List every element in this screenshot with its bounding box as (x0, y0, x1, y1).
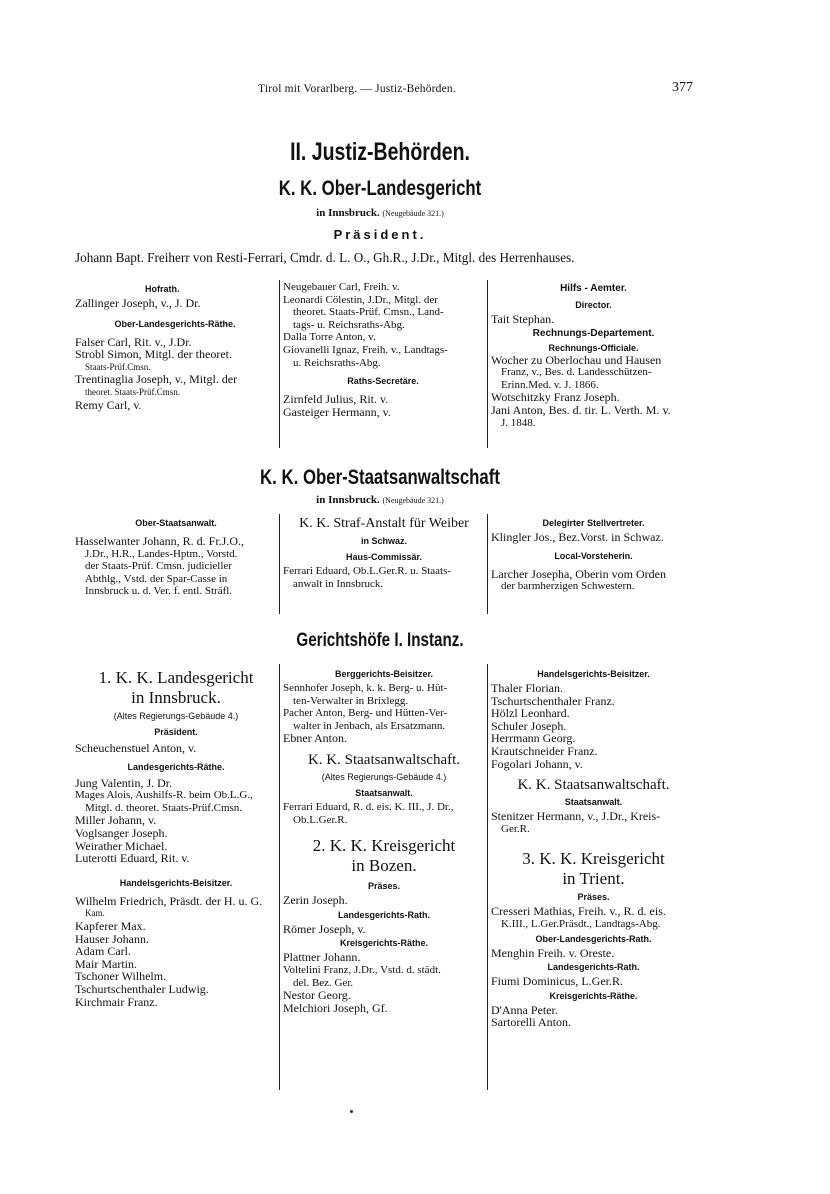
staatsanwaltschaft-title: K. K. Staatsanwaltschaft. (307, 751, 461, 768)
berggerichts-label: Berggerichts-Beisitzer. (334, 669, 434, 679)
court-1-title: 1. K. K. Landesgericht (98, 668, 254, 687)
list-item: Sartorelli Anton. (491, 1015, 571, 1030)
court-2-kr-label: Kreisgerichts-Räthe. (339, 938, 429, 949)
list-item: Herrmann Georg. (491, 731, 576, 746)
osta-title: K. K. Ober-Staatsanwaltschaft (260, 466, 500, 489)
list-item: Dalla Torre Anton, v. (283, 331, 376, 344)
list-item: Thaler Florian. (491, 681, 563, 695)
list-item: Gasteiger Hermann, v. (283, 404, 391, 419)
list-item: Hasselwanter Johann, R. d. Fr.J.O., (75, 534, 244, 548)
osta-right-column (491, 515, 696, 593)
hofrath-label: Hofrath. (145, 284, 180, 294)
list-item: Tschurtschenthaler Franz. (491, 693, 615, 708)
list-item: J. 1848. (501, 416, 536, 429)
list-item: Innsbruck u. d. Ver. f. entl. Sträfl. (85, 585, 233, 598)
list-item: Weirather Michael. (75, 838, 168, 853)
list-item: Staats-Prüf.Cmsn. (85, 361, 151, 372)
list-item: Abthlg., Vstd. der Spar-Casse in (85, 572, 228, 585)
list-item: Tait Stephan. (491, 312, 555, 326)
courts-middle-column (283, 666, 485, 1014)
courts-right-column (491, 666, 696, 1029)
column-divider (279, 514, 280, 614)
handels-beisitzer-label: Handelsgerichts-Beisitzer. (537, 669, 650, 679)
column-divider (487, 514, 488, 614)
list-item: Strobl Simon, Mitgl. der theoret. (75, 347, 232, 362)
list-item: Zerin Joseph. (283, 893, 348, 908)
list-item: Jani Anton, Bes. d. tir. L. Verth. M. v. (491, 402, 671, 417)
list-item: theoret. Staats-Prüf.Cmsn. (85, 386, 180, 397)
list-item: Trentinaglia Joseph, v., Mitgl. der (75, 372, 238, 387)
list-item: tags- u. Reichsraths-Abg. (293, 318, 405, 331)
olg-title: K. K. Ober-Landesgericht (278, 177, 482, 200)
list-item: Miller Johann, v. (75, 813, 157, 828)
list-item: Kam. (85, 908, 105, 919)
list-item: Remy Carl, v. (75, 397, 142, 412)
list-item: Pacher Anton, Berg- und Hütten-Ver- (283, 707, 448, 720)
staatsanwalt-label: Staatsanwalt. (355, 787, 413, 798)
courts-left-column (75, 668, 277, 1008)
list-item: Scheuchenstuel Anton, v. (75, 741, 197, 755)
court-1-president-label: Präsident. (154, 727, 198, 737)
list-item: Jung Valentin, J. Dr. (75, 775, 173, 790)
court-2-title: 2. K. K. Kreisgericht (312, 836, 456, 856)
staatsanwalt-label: Staatsanwalt. (564, 797, 623, 808)
list-item: Ebner Anton. (283, 731, 347, 746)
list-item: Tschoner Wilhelm. (75, 969, 167, 984)
list-item: Nestor Georg. (283, 988, 351, 1003)
court-1-building: (Altes Regierungs-Gebäude 4.) (113, 711, 239, 721)
list-item: Mair Martin. (75, 956, 137, 971)
court-3-olgr-label: Ober-Landesgerichts-Rath. (535, 933, 652, 944)
list-item: Ferrari Eduard, R. d. eis. K. III., J. Dr., (283, 800, 454, 813)
list-item: Leonardi Cölestin, J.Dr., Mitgl. der (283, 293, 438, 306)
court-1-raethe-label: Landesgerichts-Räthe. (127, 761, 225, 772)
list-item: anwalt in Innsbruck. (293, 577, 384, 590)
hilfs-aemter-label: Hilfs - Aemter. (560, 283, 627, 294)
olg-middle-column (283, 281, 483, 418)
court-2-lgr-label: Landesgerichts-Rath. (337, 909, 431, 920)
column-divider (487, 664, 488, 1090)
olg-location: in Innsbruck. (Neugebäude 321.) (316, 207, 444, 219)
courts-title: Gerichtshöfe I. Instanz. (296, 630, 464, 651)
list-item: Menghin Freih. v. Oreste. (491, 945, 615, 960)
list-item: u. Reichsraths-Abg. (293, 356, 381, 369)
list-item: Mages Alois, Aushilfs-R. beim Ob.L.G., (75, 789, 253, 802)
list-item: Schuler Joseph. (491, 718, 567, 733)
list-item: Voltelini Franz, J.Dr., Vstd. d. städt. (283, 963, 441, 976)
list-item: Cresseri Mathias, Freih. v., R. d. eis. (491, 904, 666, 919)
list-item: Erinn.Med. v. J. 1866. (501, 378, 599, 391)
olg-left-column (75, 281, 275, 411)
court-2-location: in Bozen. (351, 856, 417, 876)
list-item: D'Anna Peter. (491, 1002, 558, 1017)
president-name: Johann Bapt. Freiherr von Resti-Ferrari, Cmdr. d. L. O., Gh.R., J.Dr., Mitgl. des Herrenhauses. (75, 250, 575, 265)
list-item: Larcher Josepha, Oberin vom Orden (491, 566, 666, 581)
president-label: Präsident. (333, 227, 427, 242)
list-item: der Staats-Prüf. Cmsn. judicieller (85, 560, 232, 573)
list-item: theoret. Staats-Prüf. Cmsn., Land- (293, 306, 444, 319)
page-number: 377 (672, 80, 693, 95)
column-divider (279, 664, 280, 1090)
staatsanwaltschaft-title: K. K. Staatsanwaltschaft. (517, 777, 670, 794)
list-item: Zallinger Joseph, v., J. Dr. (75, 296, 201, 310)
list-item: Neugebauer Carl, Freih. v. (283, 281, 400, 293)
court-3-praeses-label: Präses. (577, 892, 610, 903)
court-3-kr-label: Kreisgerichts-Räthe. (549, 990, 638, 1001)
court-1-location: in Innsbruck. (131, 688, 221, 707)
local-vorsteherin-label: Local-Vorsteherin. (554, 550, 633, 561)
list-item: Krautschneider Franz. (491, 743, 598, 758)
list-item: Melchiori Joseph, Gf. (283, 1000, 388, 1015)
list-item: Klingler Jos., Bez.Vorst. in Schwaz. (491, 530, 664, 544)
list-item: Wotschitzky Franz Joseph. (491, 390, 620, 405)
staatsanwaltschaft-building: (Altes Regierungs-Gebäude 4.) (321, 771, 447, 782)
list-item: Ger.R. (501, 822, 530, 835)
raethe-label: Ober-Landesgerichts-Räthe. (114, 318, 236, 329)
list-item: der barmherzigen Schwestern. (501, 580, 635, 593)
delegirter-label: Delegirter Stellvertreter. (542, 518, 645, 528)
section-title: II. Justiz-Behörden. (290, 138, 470, 166)
list-item: walter in Jenbach, als Ersatzmann. (293, 719, 446, 732)
column-divider (279, 280, 280, 448)
secretaries-label: Raths-Secretäre. (347, 376, 419, 387)
court-1-handels-label: Handelsgerichts-Beisitzer. (119, 877, 233, 888)
list-item: Hölzl Leonhard. (491, 706, 570, 721)
list-item: Kapferer Max. (75, 918, 146, 933)
ober-staatsanwalt-label: Ober-Staatsanwalt. (135, 518, 217, 528)
list-item: Giovanelli Ignaz, Freih. v., Landtags- (283, 343, 448, 356)
list-item: del. Bez. Ger. (293, 976, 354, 989)
list-item: J.Dr., H.R., Landes-Hptm., Vorstd. (85, 547, 238, 560)
osta-location: in Innsbruck. (Neugebäude 321.) (316, 494, 444, 506)
list-item: Hauser Johann. (75, 931, 149, 946)
list-item: Stenitzer Hermann, v., J.Dr., Kreis- (491, 809, 661, 824)
haus-commissaer-label: Haus-Commissär. (345, 552, 423, 562)
list-item: Luterotti Eduard, Rit. v. (75, 851, 190, 866)
court-3-title: 3. K. K. Kreisgericht (522, 849, 665, 869)
list-item: Fogolari Johann, v. (491, 756, 583, 771)
court-3-lgr-label: Landesgerichts-Rath. (547, 962, 640, 973)
list-item: Falser Carl, Rit. v., J.Dr. (75, 334, 192, 349)
list-item: Zirnfeld Julius, Rit. v. (283, 392, 389, 407)
list-item: Franz, v., Bes. d. Landesschützen- (501, 366, 652, 379)
list-item: Tschurtschenthaler Ludwig. (75, 981, 209, 996)
rechnungs-departement-label: Rechnungs-Departement. (532, 327, 655, 339)
list-item: Römer Joseph, v. (283, 921, 366, 936)
list-item: Adam Carl. (75, 944, 131, 959)
straf-anstalt-title: K. K. Straf-Anstalt für Weiber (299, 516, 469, 531)
officiale-label: Rechnungs-Officiale. (548, 342, 639, 353)
list-item: Ferrari Eduard, Ob.L.Ger.R. u. Staats- (283, 565, 452, 577)
list-item: Ob.L.Ger.R. (293, 813, 348, 826)
list-item: K.III., L.Ger.Präsdt., Landtags-Abg. (501, 917, 661, 930)
column-divider (487, 280, 488, 448)
list-item: ten-Verwalter in Brixlegg. (293, 694, 409, 707)
ink-speck (350, 1110, 353, 1113)
list-item: Kirchmair Franz. (75, 994, 158, 1009)
list-item: Mitgl. d. theoret. Staats-Prüf.Cmsn. (85, 801, 243, 814)
list-item: Voglsanger Joseph. (75, 825, 168, 840)
list-item: Sennhofer Joseph, k. k. Berg- u. Hüt- (283, 682, 448, 694)
director-label: Director. (575, 300, 612, 310)
list-item: Wilhelm Friedrich, Präsdt. der H. u. G. (75, 893, 263, 908)
straf-anstalt-location: in Schwaz. (360, 536, 407, 546)
osta-middle-column (283, 515, 485, 590)
running-title: Tirol mit Vorarlberg. — Justiz-Behörden. (258, 83, 456, 95)
osta-left-column (75, 515, 277, 598)
list-item: Wocher zu Oberlochau und Hausen (491, 352, 662, 367)
list-item: Plattner Johann. (283, 950, 361, 965)
olg-right-column (491, 281, 696, 429)
court-2-praeses-label: Präses. (367, 881, 401, 892)
court-3-location: in Trient. (562, 869, 625, 889)
list-item: Fiumi Dominicus, L.Ger.R. (491, 974, 623, 989)
